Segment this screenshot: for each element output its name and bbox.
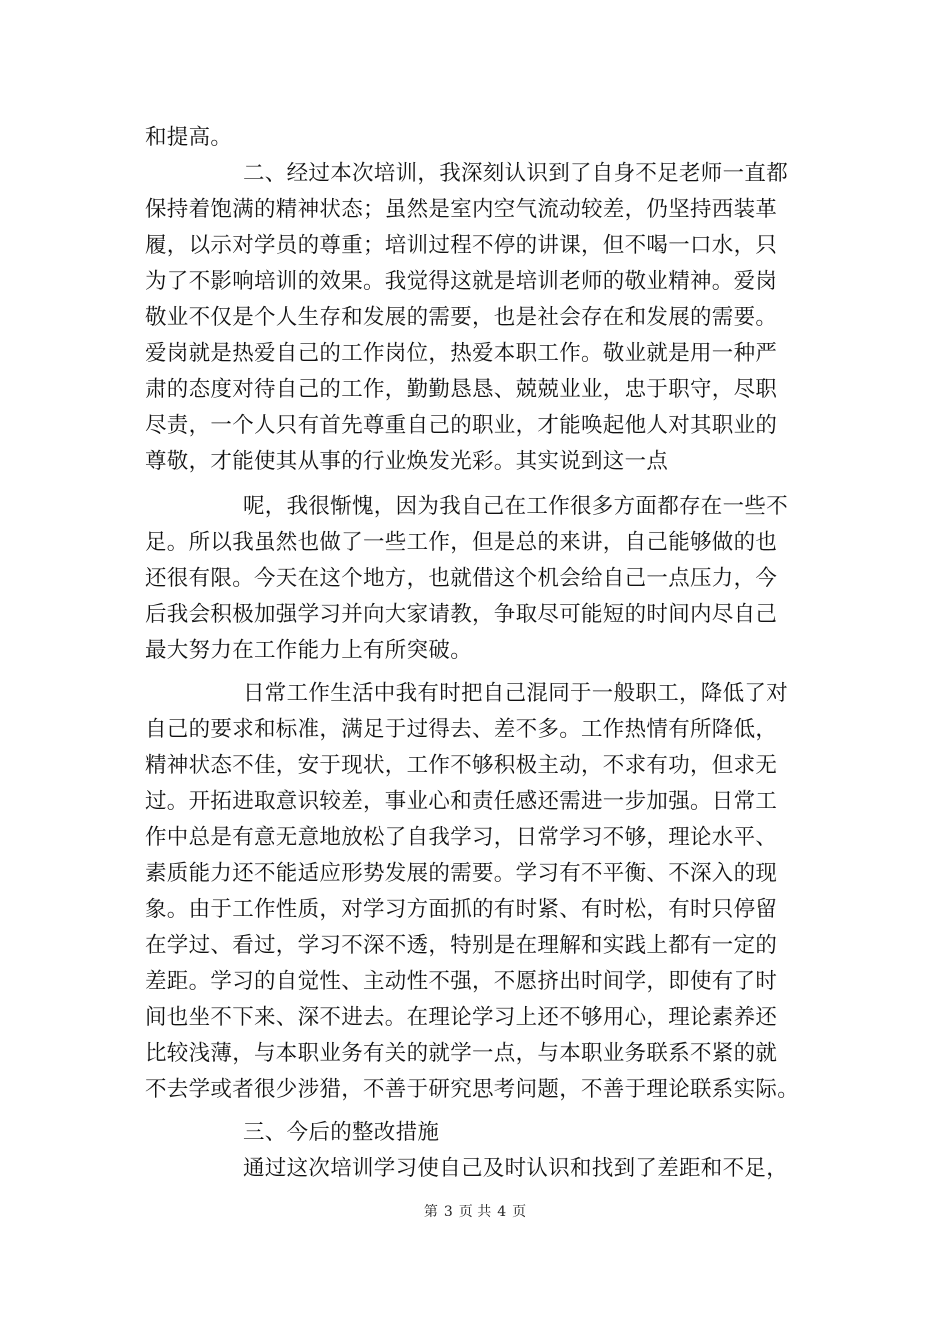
text-line: 敬业不仅是个人生存和发展的需要，也是社会存在和发展的需要。 [145, 305, 778, 330]
text-line: 过。开拓进取意识较差，事业心和责任感还需进一步加强。日常工 [145, 789, 778, 814]
text-line: 差距。学习的自觉性、主动性不强，不愿挤出时间学，即使有了时 [145, 969, 778, 994]
text-line: 还很有限。今天在这个地方，也就借这个机会给自己一点压力，今 [145, 566, 778, 591]
text-line: 履，以示对学员的尊重；培训过程不停的讲课，但不喝一口水，只 [145, 233, 778, 258]
text-line: 和提高。 [145, 125, 233, 150]
text-line: 作中总是有意无意地放松了自我学习，日常学习不够，理论水平、 [145, 825, 778, 850]
text-line: 不去学或者很少涉猎，不善于研究思考问题，不善于理论联系实际。 [145, 1077, 800, 1102]
text-line: 象。由于工作性质，对学习方面抓的有时紧、有时松，有时只停留 [145, 897, 778, 922]
footer-prefix: 第 [423, 1204, 438, 1220]
footer-total-pages: 4 [497, 1204, 507, 1220]
text-line: 间也坐不下来、深不进去。在理论学习上还不够用心，理论素养还 [145, 1005, 778, 1030]
text-line: 素质能力还不能适应形势发展的需要。学习有不平衡、不深入的现 [145, 861, 778, 886]
text-line: 最大努力在工作能力上有所突破。 [145, 638, 473, 663]
text-line: 尽责，一个人只有首先尊重自己的职业，才能唤起他人对其职业的 [145, 413, 778, 438]
text-line: 二、经过本次培训，我深刻认识到了自身不足老师一直都 [243, 161, 789, 186]
section-heading: 三、今后的整改措施 [243, 1120, 440, 1145]
text-line: 日常工作生活中我有时把自己混同于一般职工，降低了对 [243, 681, 789, 706]
text-line: 足。所以我虽然也做了一些工作，但是总的来讲，自己能够做的也 [145, 530, 778, 555]
footer-suffix: 页 [512, 1204, 527, 1220]
footer-middle: 页 共 [458, 1204, 492, 1220]
text-line: 后我会积极加强学习并向大家请教，争取尽可能短的时间内尽自己 [145, 602, 778, 627]
text-line: 在学过、看过，学习不深不透，特别是在理解和实践上都有一定的 [145, 933, 778, 958]
footer-page-number: 3 [443, 1204, 453, 1220]
text-line: 自己的要求和标准，满足于过得去、差不多。工作热情有所降低， [145, 717, 778, 742]
text-line: 肃的态度对待自己的工作，勤勤恳恳、兢兢业业，忠于职守，尽职 [145, 377, 778, 402]
text-line: 呢，我很惭愧，因为我自己在工作很多方面都存在一些不 [243, 494, 789, 519]
text-line: 通过这次培训学习使自己及时认识和找到了差距和不足， [243, 1156, 789, 1181]
page-footer [0, 1203, 950, 1221]
text-line: 精神状态不佳，安于现状，工作不够积极主动，不求有功，但求无 [145, 753, 778, 778]
text-line: 保持着饱满的精神状态；虽然是室内空气流动较差，仍坚持西装革 [145, 197, 778, 222]
text-line: 尊敬，才能使其从事的行业焕发光彩。其实说到这一点 [145, 449, 669, 474]
text-line: 爱岗就是热爱自己的工作岗位，热爱本职工作。敬业就是用一种严 [145, 341, 778, 366]
text-line: 为了不影响培训的效果。我觉得这就是培训老师的敬业精神。爱岗 [145, 269, 778, 294]
text-line: 比较浅薄，与本职业务有关的就学一点，与本职业务联系不紧的就 [145, 1041, 778, 1066]
